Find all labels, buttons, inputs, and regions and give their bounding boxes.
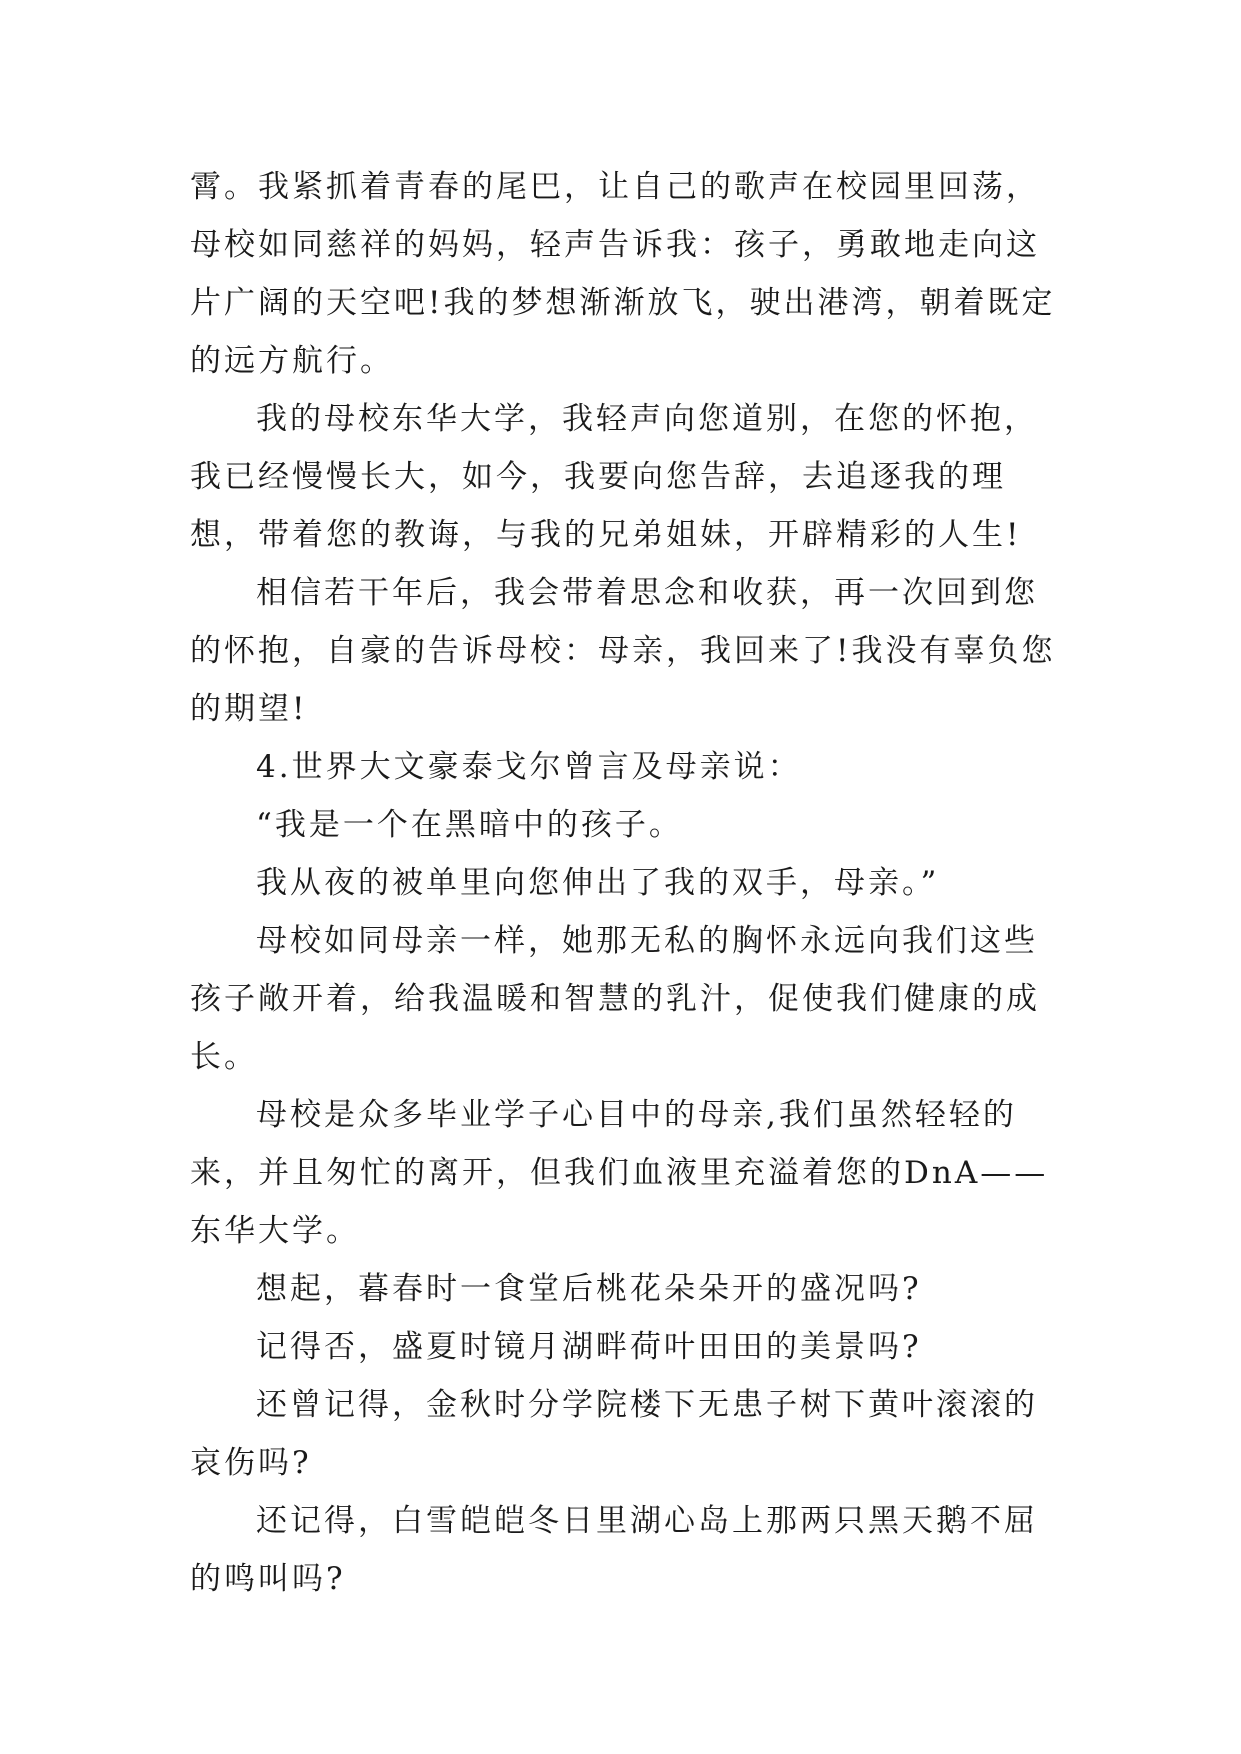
- paragraph-5: “我是一个在黑暗中的孩子。: [256, 807, 683, 843]
- paragraph-12: 还记得，白雪皑皑冬日里湖心岛上那两只黑天鹅不屈的鸣叫吗?: [190, 1503, 1038, 1597]
- paragraph-4: 4.世界大文豪泰戈尔曾言及母亲说：: [256, 749, 802, 785]
- paragraph-8: 母校是众多毕业学子心目中的母亲,我们虽然轻轻的来，并且匆忙的离开，但我们血液里充溢着您的DnA——东华大学。: [190, 1097, 1049, 1249]
- paragraph-1: 霄。我紧抓着青春的尾巴，让自己的歌声在校园里回荡，母校如同慈祥的妈妈，轻声告诉我：孩子，勇敢地走向这片广阔的天空吧!我的梦想渐渐放飞，驶出港湾，朝着既定的远方航行。: [190, 169, 1056, 379]
- paragraph-7: 母校如同母亲一样，她那无私的胸怀永远向我们这些孩子敞开着，给我温暖和智慧的乳汁，促使我们健康的成长。: [190, 923, 1040, 1075]
- paragraph-2: 我的母校东华大学，我轻声向您道别，在您的怀抱，我已经慢慢长大，如今，我要向您告辞，去追逐我的理想，带着您的教诲，与我的兄弟姐妹，开辟精彩的人生!: [190, 401, 1038, 553]
- document-body: [190, 158, 1070, 1608]
- paragraph-9: 想起，暮春时一食堂后桃花朵朵开的盛况吗?: [256, 1271, 922, 1307]
- paragraph-6: 我从夜的被单里向您伸出了我的双手，母亲。”: [256, 865, 940, 901]
- paragraph-11: 还曾记得，金秋时分学院楼下无患子树下黄叶滚滚的哀伤吗?: [190, 1387, 1038, 1481]
- paragraph-10: 记得否，盛夏时镜月湖畔荷叶田田的美景吗?: [256, 1329, 922, 1365]
- paragraph-3: 相信若干年后，我会带着思念和收获，再一次回到您的怀抱，自豪的告诉母校：母亲，我回来了!我没有辜负您的期望!: [190, 575, 1056, 727]
